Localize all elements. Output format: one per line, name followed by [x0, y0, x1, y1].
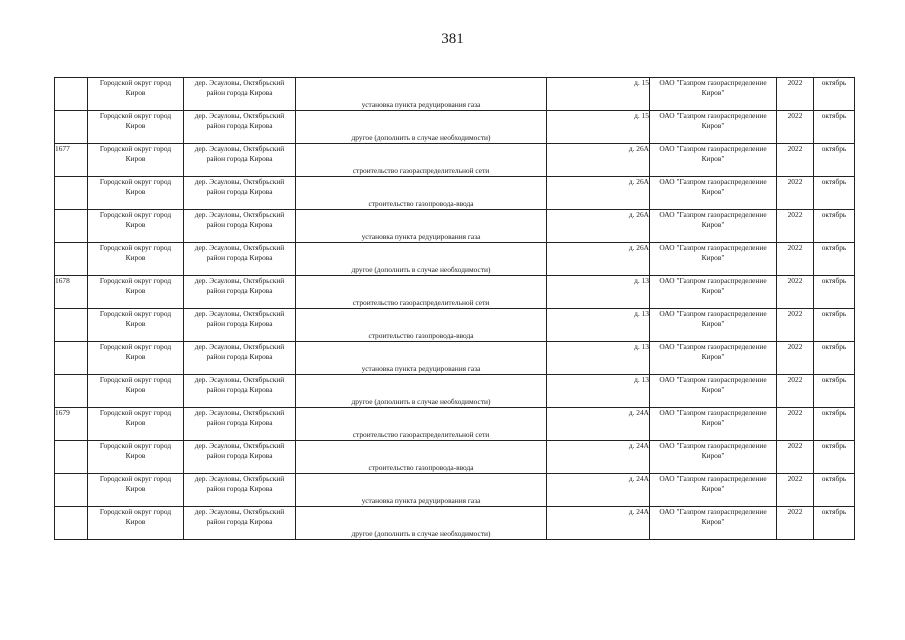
locality-line-1: дер. Эсауловы, Октябрьский: [194, 144, 285, 153]
municipality-line-2: Киров: [125, 352, 146, 361]
locality-cell: [184, 375, 296, 408]
year: 2022: [777, 144, 814, 177]
work-type-cell: [296, 144, 547, 177]
table-row: [55, 78, 855, 111]
house-number: д. 15: [547, 78, 650, 111]
month: октябрь: [814, 408, 855, 441]
municipality-cell: [88, 507, 184, 540]
organization-cell: [650, 276, 777, 309]
work-type-cell: [296, 441, 547, 474]
row-number: [55, 309, 88, 342]
work-type-cell: [296, 507, 547, 540]
organization-line-1: ОАО "Газпром газораспределение: [659, 78, 767, 87]
row-number: [55, 375, 88, 408]
work-type-cell: [296, 276, 547, 309]
year: 2022: [777, 243, 814, 276]
organization-line-2: Киров": [701, 187, 725, 196]
month: октябрь: [814, 243, 855, 276]
house-number: д. 13: [547, 309, 650, 342]
organization-line-1: ОАО "Газпром газораспределение: [659, 111, 767, 120]
municipality-cell: [88, 474, 184, 507]
organization-line-1: ОАО "Газпром газораспределение: [659, 243, 767, 252]
year: 2022: [777, 276, 814, 309]
locality-line-2: район города Кирова: [206, 352, 273, 361]
municipality-line-1: Городской округ город: [99, 111, 172, 120]
work-type: строительство газопровода-ввода: [368, 463, 474, 472]
locality-line-1: дер. Эсауловы, Октябрьский: [194, 210, 285, 219]
work-type: строительство газораспределительной сети: [352, 430, 490, 439]
municipality-line-1: Городской округ город: [99, 342, 172, 351]
work-type: установка пункта редуцирования газа: [361, 232, 481, 241]
municipality-line-2: Киров: [125, 319, 146, 328]
work-type-cell: [296, 210, 547, 243]
organization-cell: [650, 177, 777, 210]
organization-line-2: Киров": [701, 121, 725, 130]
row-number: [55, 441, 88, 474]
organization-line-1: ОАО "Газпром газораспределение: [659, 144, 767, 153]
locality-line-1: дер. Эсауловы, Октябрьский: [194, 111, 285, 120]
house-number: д. 24А: [547, 441, 650, 474]
municipality-line-1: Городской округ город: [99, 243, 172, 252]
organization-cell: [650, 375, 777, 408]
locality-line-2: район города Кирова: [206, 121, 273, 130]
locality-cell: [184, 276, 296, 309]
house-number: д. 26А: [547, 210, 650, 243]
year: 2022: [777, 474, 814, 507]
month: октябрь: [814, 177, 855, 210]
locality-line-1: дер. Эсауловы, Октябрьский: [194, 474, 285, 483]
work-type-cell: [296, 375, 547, 408]
organization-cell: [650, 144, 777, 177]
table-row: [55, 375, 855, 408]
municipality-cell: [88, 276, 184, 309]
month: октябрь: [814, 111, 855, 144]
municipality-line-2: Киров: [125, 187, 146, 196]
organization-line-1: ОАО "Газпром газораспределение: [659, 342, 767, 351]
table-row: [55, 177, 855, 210]
organization-line-2: Киров": [701, 484, 725, 493]
page-number: 381: [441, 31, 464, 47]
organization-line-2: Киров": [701, 154, 725, 163]
work-type: другое (дополнить в случае необходимости): [351, 133, 491, 142]
locality-line-2: район города Кирова: [206, 484, 273, 493]
municipality-line-2: Киров: [125, 484, 146, 493]
table-row: [55, 111, 855, 144]
organization-line-1: ОАО "Газпром газораспределение: [659, 408, 767, 417]
organization-line-1: ОАО "Газпром газораспределение: [659, 276, 767, 285]
month: октябрь: [814, 78, 855, 111]
municipality-cell: [88, 78, 184, 111]
table-row: [55, 144, 855, 177]
month: октябрь: [814, 144, 855, 177]
work-type-cell: [296, 342, 547, 375]
month: октябрь: [814, 210, 855, 243]
year: 2022: [777, 177, 814, 210]
month: октябрь: [814, 309, 855, 342]
organization-cell: [650, 408, 777, 441]
table-row: [55, 342, 855, 375]
municipality-cell: [88, 177, 184, 210]
work-type-cell: [296, 243, 547, 276]
organization-cell: [650, 474, 777, 507]
table-row: [55, 309, 855, 342]
row-number: [55, 474, 88, 507]
row-number: 1679: [55, 408, 88, 441]
work-type-cell: [296, 78, 547, 111]
locality-line-2: район города Кирова: [206, 451, 273, 460]
municipality-line-1: Городской округ город: [99, 309, 172, 318]
locality-line-1: дер. Эсауловы, Октябрьский: [194, 507, 285, 516]
municipality-line-1: Городской округ город: [99, 177, 172, 186]
municipality-line-1: Городской округ город: [99, 408, 172, 417]
year: 2022: [777, 210, 814, 243]
year: 2022: [777, 309, 814, 342]
table-row: [55, 441, 855, 474]
organization-line-2: Киров": [701, 517, 725, 526]
row-number: 1678: [55, 276, 88, 309]
house-number: д. 24А: [547, 408, 650, 441]
locality-cell: [184, 408, 296, 441]
locality-line-1: дер. Эсауловы, Октябрьский: [194, 441, 285, 450]
municipality-line-1: Городской округ город: [99, 144, 172, 153]
row-number: [55, 111, 88, 144]
locality-cell: [184, 507, 296, 540]
municipality-line-1: Городской округ город: [99, 474, 172, 483]
work-type: другое (дополнить в случае необходимости): [351, 265, 491, 274]
house-number: д. 13: [547, 276, 650, 309]
locality-cell: [184, 111, 296, 144]
locality-cell: [184, 441, 296, 474]
municipality-cell: [88, 408, 184, 441]
house-number: д. 26А: [547, 177, 650, 210]
work-type: другое (дополнить в случае необходимости): [351, 397, 491, 406]
year: 2022: [777, 78, 814, 111]
table-row: [55, 210, 855, 243]
work-type: строительство газораспределительной сети: [352, 166, 490, 175]
year: 2022: [777, 111, 814, 144]
table-row: [55, 507, 855, 540]
locality-line-2: район города Кирова: [206, 286, 273, 295]
locality-cell: [184, 309, 296, 342]
row-number: [55, 177, 88, 210]
municipality-cell: [88, 111, 184, 144]
work-type: строительство газораспределительной сети: [352, 298, 490, 307]
locality-line-1: дер. Эсауловы, Октябрьский: [194, 375, 285, 384]
locality-line-2: район города Кирова: [206, 319, 273, 328]
organization-line-2: Киров": [701, 319, 725, 328]
month: октябрь: [814, 276, 855, 309]
organization-line-2: Киров": [701, 451, 725, 460]
municipality-cell: [88, 210, 184, 243]
table-row: [55, 474, 855, 507]
locality-line-1: дер. Эсауловы, Октябрьский: [194, 177, 285, 186]
row-number: [55, 78, 88, 111]
municipality-line-1: Городской округ город: [99, 210, 172, 219]
locality-cell: [184, 78, 296, 111]
locality-cell: [184, 210, 296, 243]
locality-line-2: район города Кирова: [206, 220, 273, 229]
municipality-line-1: Городской округ город: [99, 276, 172, 285]
organization-cell: [650, 507, 777, 540]
registry-table: [54, 77, 855, 540]
organization-line-2: Киров": [701, 286, 725, 295]
table-row: [55, 408, 855, 441]
month: октябрь: [814, 474, 855, 507]
month: октябрь: [814, 507, 855, 540]
municipality-line-2: Киров: [125, 154, 146, 163]
locality-line-2: район города Кирова: [206, 385, 273, 394]
municipality-line-1: Городской округ город: [99, 375, 172, 384]
locality-line-2: район города Кирова: [206, 517, 273, 526]
house-number: д. 24А: [547, 474, 650, 507]
table-row: [55, 276, 855, 309]
locality-cell: [184, 474, 296, 507]
municipality-line-2: Киров: [125, 385, 146, 394]
locality-line-1: дер. Эсауловы, Октябрьский: [194, 243, 285, 252]
municipality-line-2: Киров: [125, 88, 146, 97]
municipality-cell: [88, 441, 184, 474]
locality-line-1: дер. Эсауловы, Октябрьский: [194, 408, 285, 417]
row-number: [55, 342, 88, 375]
organization-line-2: Киров": [701, 88, 725, 97]
row-number: 1677: [55, 144, 88, 177]
work-type-cell: [296, 474, 547, 507]
municipality-line-2: Киров: [125, 451, 146, 460]
year: 2022: [777, 441, 814, 474]
organization-line-2: Киров": [701, 253, 725, 262]
organization-line-1: ОАО "Газпром газораспределение: [659, 375, 767, 384]
municipality-line-2: Киров: [125, 517, 146, 526]
municipality-cell: [88, 144, 184, 177]
year: 2022: [777, 342, 814, 375]
row-number: [55, 243, 88, 276]
locality-line-2: район города Кирова: [206, 187, 273, 196]
organization-line-1: ОАО "Газпром газораспределение: [659, 441, 767, 450]
work-type: установка пункта редуцирования газа: [361, 496, 481, 505]
work-type-cell: [296, 309, 547, 342]
municipality-line-1: Городской округ город: [99, 78, 172, 87]
year: 2022: [777, 375, 814, 408]
organization-cell: [650, 309, 777, 342]
locality-line-2: район города Кирова: [206, 253, 273, 262]
work-type: строительство газопровода-ввода: [368, 199, 474, 208]
locality-line-1: дер. Эсауловы, Октябрьский: [194, 309, 285, 318]
table-row: [55, 243, 855, 276]
organization-cell: [650, 342, 777, 375]
house-number: д. 26А: [547, 243, 650, 276]
organization-line-1: ОАО "Газпром газораспределение: [659, 507, 767, 516]
work-type-cell: [296, 408, 547, 441]
month: октябрь: [814, 441, 855, 474]
municipality-line-1: Городской округ город: [99, 441, 172, 450]
row-number: [55, 210, 88, 243]
organization-cell: [650, 78, 777, 111]
organization-line-1: ОАО "Газпром газораспределение: [659, 474, 767, 483]
locality-line-2: район города Кирова: [206, 418, 273, 427]
locality-cell: [184, 342, 296, 375]
municipality-line-2: Киров: [125, 418, 146, 427]
municipality-line-1: Городской округ город: [99, 507, 172, 516]
organization-line-1: ОАО "Газпром газораспределение: [659, 210, 767, 219]
municipality-cell: [88, 243, 184, 276]
year: 2022: [777, 507, 814, 540]
locality-line-1: дер. Эсауловы, Октябрьский: [194, 342, 285, 351]
month: октябрь: [814, 342, 855, 375]
organization-cell: [650, 243, 777, 276]
house-number: д. 24А: [547, 507, 650, 540]
locality-line-1: дер. Эсауловы, Октябрьский: [194, 78, 285, 87]
municipality-line-2: Киров: [125, 286, 146, 295]
locality-line-2: район города Кирова: [206, 154, 273, 163]
locality-cell: [184, 177, 296, 210]
organization-line-1: ОАО "Газпром газораспределение: [659, 177, 767, 186]
year: 2022: [777, 408, 814, 441]
municipality-cell: [88, 342, 184, 375]
work-type: строительство газопровода-ввода: [368, 331, 474, 340]
municipality-line-2: Киров: [125, 121, 146, 130]
organization-line-2: Киров": [701, 385, 725, 394]
table-body: [55, 78, 855, 540]
house-number: д. 13: [547, 342, 650, 375]
organization-line-2: Киров": [701, 418, 725, 427]
municipality-cell: [88, 375, 184, 408]
work-type-cell: [296, 111, 547, 144]
house-number: д. 13: [547, 375, 650, 408]
locality-cell: [184, 144, 296, 177]
work-type: установка пункта редуцирования газа: [361, 364, 481, 373]
locality-line-1: дер. Эсауловы, Октябрьский: [194, 276, 285, 285]
organization-line-2: Киров": [701, 352, 725, 361]
house-number: д. 26А: [547, 144, 650, 177]
organization-cell: [650, 441, 777, 474]
work-type: другое (дополнить в случае необходимости): [351, 529, 491, 538]
work-type-cell: [296, 177, 547, 210]
municipality-cell: [88, 309, 184, 342]
month: октябрь: [814, 375, 855, 408]
row-number: [55, 507, 88, 540]
locality-line-2: район города Кирова: [206, 88, 273, 97]
work-type: установка пункта редуцирования газа: [361, 100, 481, 109]
municipality-line-2: Киров: [125, 253, 146, 262]
organization-cell: [650, 111, 777, 144]
locality-cell: [184, 243, 296, 276]
organization-line-2: Киров": [701, 220, 725, 229]
municipality-line-2: Киров: [125, 220, 146, 229]
organization-line-1: ОАО "Газпром газораспределение: [659, 309, 767, 318]
organization-cell: [650, 210, 777, 243]
house-number: д. 15: [547, 111, 650, 144]
